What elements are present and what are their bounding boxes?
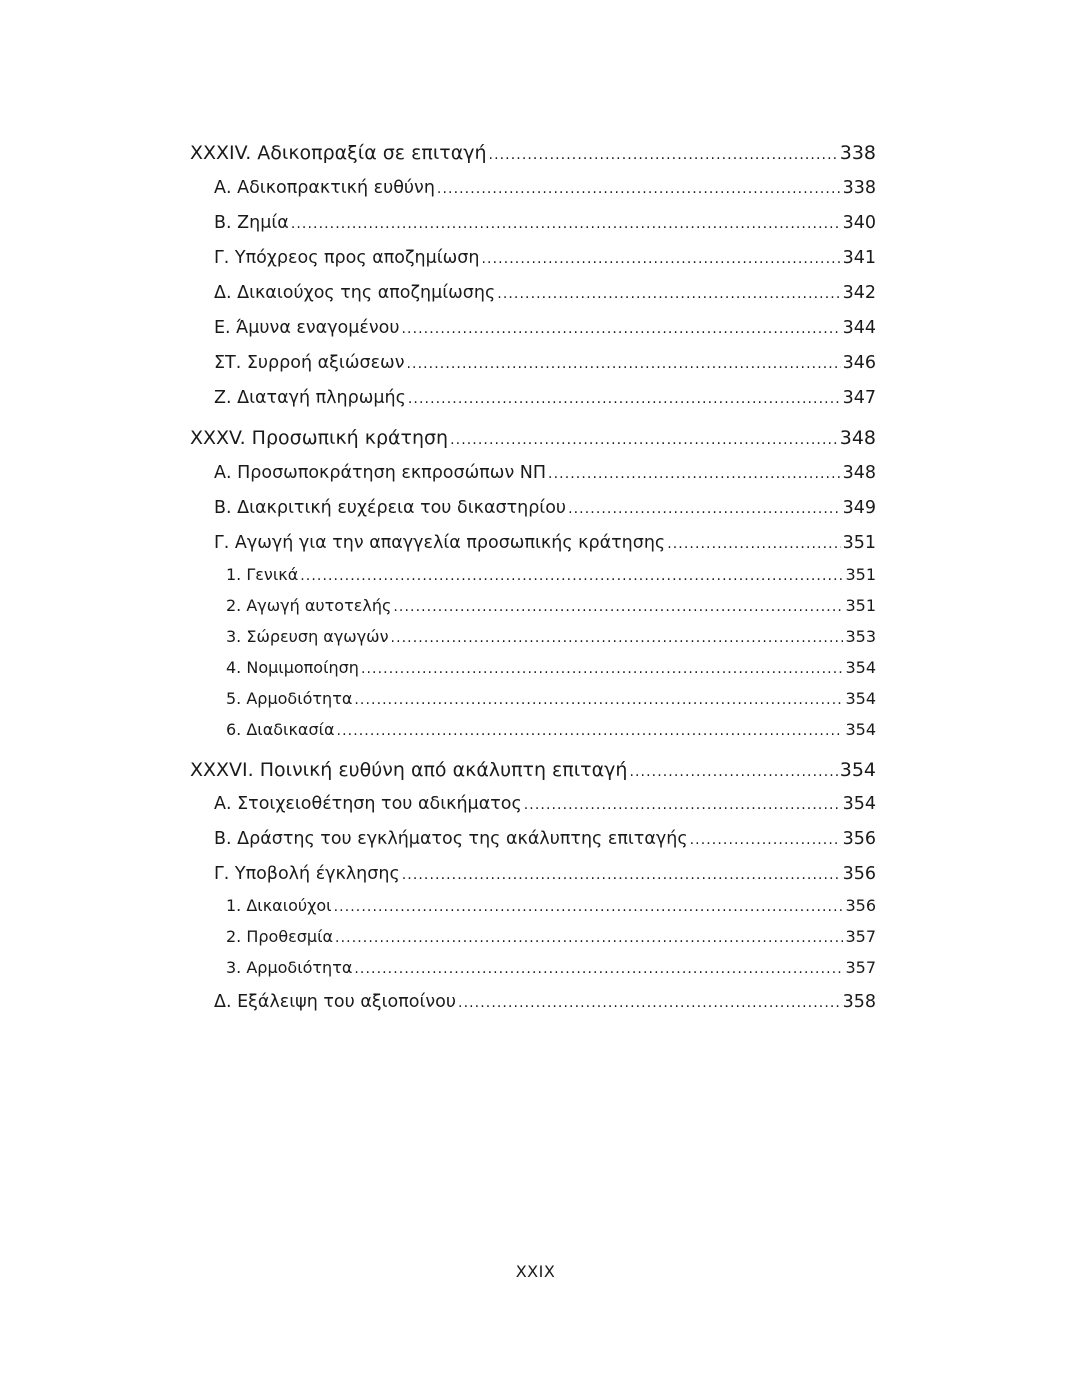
toc-entry-page: 354 [842,794,876,814]
toc-entry-page: 356 [842,864,876,884]
toc-entry-title: Α. Αδικοπρακτική ευθύνη [214,178,435,198]
toc-entry [190,658,876,677]
toc-leader-dots [334,899,844,915]
toc-entry [190,864,876,884]
toc-leader-dots [497,286,840,302]
toc-entry [190,533,876,553]
toc-entry-title: 1. Γενικά [226,565,299,584]
toc-entry-title: 6. Διαδικασία [226,720,335,739]
toc-leader-dots [458,995,841,1011]
toc-entry-title: Γ. Υπόχρεος προς αποζημίωση [214,248,480,268]
toc-entry [190,142,876,164]
toc-entry-title: 3. Αρμοδιότητα [226,958,353,977]
toc-entry-title: 1. Δικαιούχοι [226,896,332,915]
toc-entry [190,463,876,483]
toc-leader-dots [450,432,838,448]
toc-entry-title: Γ. Αγωγή για την απαγγελία προσωπικής κράτησης [214,533,666,553]
toc-entry [190,178,876,198]
toc-entry-page: 356 [842,829,876,849]
toc-entry [190,759,876,781]
toc-leader-dots [548,466,841,482]
toc-leader-dots [401,321,840,337]
toc-leader-dots [489,147,838,163]
toc-entry [190,794,876,814]
toc-entry-page: 356 [845,896,876,915]
toc-entry-page: 351 [845,565,876,584]
toc-entry-page: 341 [842,248,876,268]
toc-leader-dots [437,181,841,197]
toc-leader-dots [482,251,841,267]
toc-entry-title: XXXV. Προσωπική κράτηση [190,427,449,449]
toc-entry-page: 351 [842,533,876,553]
toc-entry-page: 354 [839,759,876,781]
toc-leader-dots [393,599,843,615]
toc-leader-dots [391,630,844,646]
toc-entry-page: 353 [845,627,876,646]
toc-entry [190,318,876,338]
toc-entry-title: Α. Στοιχειοθέτηση του αδικήματος [214,794,522,814]
toc-entry-title: XXXIV. Αδικοπραξία σε επιταγή [190,142,487,164]
toc-entry-title: Δ. Δικαιούχος της αποζημίωσης [214,283,496,303]
toc-leader-dots [335,930,843,946]
toc-entry-title: XXXVI. Ποινική ευθύνη από ακάλυπτη επιταγή [190,759,628,781]
toc-entry [190,896,876,915]
toc-entry [190,596,876,615]
toc-entry-page: 342 [842,283,876,303]
toc-entry [190,627,876,646]
toc-entry-title: 2. Αγωγή αυτοτελής [226,596,392,615]
toc-entry-title: Β. Ζημία [214,213,289,233]
toc-leader-dots [402,867,841,883]
toc-entry [190,353,876,373]
toc-entry-title: 5. Αρμοδιότητα [226,689,353,708]
toc-leader-dots [524,797,841,813]
toc-entry [190,720,876,739]
toc-entry [190,829,876,849]
toc-entry-page: 357 [845,958,876,977]
toc-leader-dots [354,692,843,708]
toc-entry-title: 2. Προθεσμία [226,927,334,946]
toc-leader-dots [291,216,841,232]
toc-entry [190,248,876,268]
toc-entry [190,958,876,977]
toc-entry-page: 338 [839,142,876,164]
toc-entry [190,213,876,233]
toc-entry-title: Β. Δράστης του εγκλήματος της ακάλυπτης επιταγής [214,829,688,849]
toc-leader-dots [406,356,840,372]
toc-entry-page: 349 [842,498,876,518]
toc-leader-dots [690,832,841,848]
toc-entry [190,427,876,449]
toc-entry-title: Ε. Άμυνα εναγομένου [214,318,400,338]
toc-entry-title: Ζ. Διαταγή πληρωμής [214,388,406,408]
toc-entry-title: Δ. Εξάλειψη του αξιοποίνου [214,992,457,1012]
toc-entry-page: 348 [839,427,876,449]
toc-entry-title: Γ. Υποβολή έγκλησης [214,864,400,884]
toc-entry-page: 354 [845,689,876,708]
toc-leader-dots [629,764,837,780]
toc-entry-title: Α. Προσωποκράτηση εκπροσώπων ΝΠ [214,463,547,483]
toc-leader-dots [361,661,844,677]
toc-leader-dots [300,568,843,584]
toc-entry-page: 357 [845,927,876,946]
toc-entry [190,992,876,1012]
toc-leader-dots [568,501,841,517]
toc-entry-title: ΣΤ. Συρροή αξιώσεων [214,353,405,373]
toc-entry-page: 346 [842,353,876,373]
toc-entry [190,498,876,518]
toc-entry [190,927,876,946]
toc-leader-dots [667,536,840,552]
toc-entry-title: 3. Σώρευση αγωγών [226,627,389,646]
toc-leader-dots [354,961,843,977]
toc-entry-page: 354 [845,720,876,739]
toc-entry-title: Β. Διακριτική ευχέρεια του δικαστηρίου [214,498,567,518]
toc-entry-page: 358 [842,992,876,1012]
toc-entry-page: 340 [842,213,876,233]
page-number-footer: XXIX [515,1262,556,1281]
toc-entry [190,388,876,408]
toc-entry [190,689,876,708]
toc-entry-page: 354 [845,658,876,677]
toc-entry [190,565,876,584]
toc-entry-page: 348 [842,463,876,483]
toc-entry-page: 351 [845,596,876,615]
toc-entry-page: 338 [842,178,876,198]
toc-leader-dots [337,723,844,739]
toc-entry [190,283,876,303]
toc-entry-page: 344 [842,318,876,338]
toc-entry-page: 347 [842,388,876,408]
toc-leader-dots [408,391,841,407]
toc-entry-title: 4. Νομιμοποίηση [226,658,359,677]
